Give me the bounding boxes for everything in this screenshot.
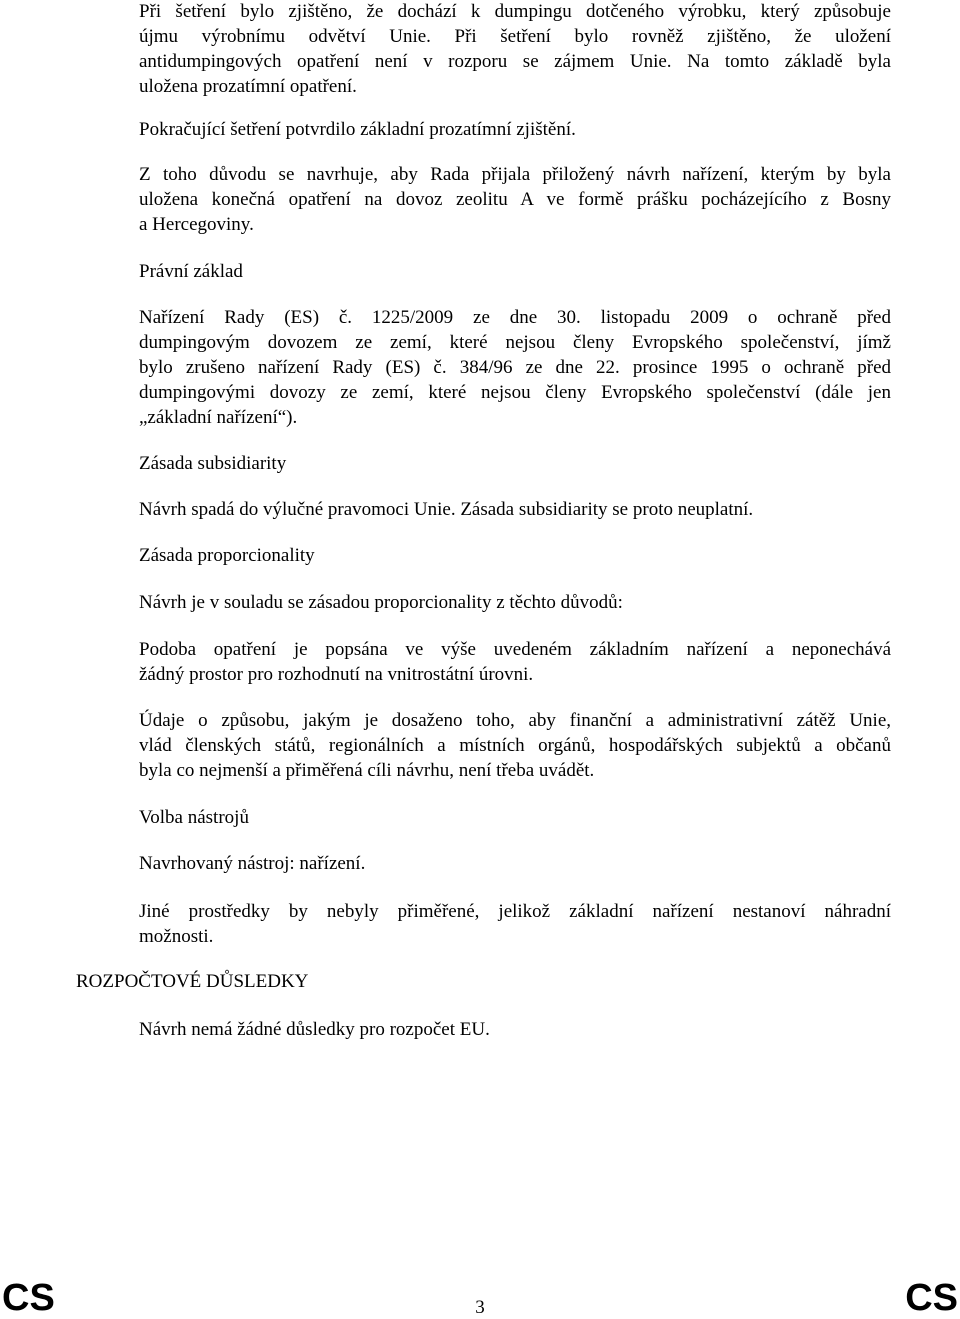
text-line: bylo zrušeno nařízení Rady (ES) č. 384/96 ze dne 22. prosince 1995 o ochraně před bbox=[139, 357, 891, 378]
footer-language-label-right: CS bbox=[905, 1277, 958, 1319]
paragraph-budget bbox=[139, 1017, 891, 1042]
text-line: dumpingovým dovozem ze zemí, které nejsou členy Evropského společenství, jímž bbox=[139, 332, 891, 353]
paragraph-findings bbox=[139, 0, 891, 99]
text-line: vlád členských států, regionálních a místních orgánů, hospodářských subjektů a občanů bbox=[139, 735, 891, 756]
footer-language-label-left: CS bbox=[2, 1277, 55, 1319]
text-line: „základní nařízení“). bbox=[139, 407, 298, 428]
text-line: antidumpingových opatření není v rozporu se zájmem Unie. Na tomto základě byla bbox=[139, 51, 891, 72]
text-line: Návrh spadá do výlučné pravomoci Unie. Zásada subsidiarity se proto neuplatní. bbox=[139, 499, 754, 520]
text-line: dumpingovými dovozy ze zemí, které nejsou členy Evropského společenství (dále jen bbox=[139, 382, 891, 403]
heading-text: ROZPOČTOVÉ DŮSLEDKY bbox=[76, 971, 309, 992]
heading-proportionality bbox=[139, 543, 891, 568]
paragraph-other-means bbox=[139, 899, 891, 949]
text-line: Z toho důvodu se navrhuje, aby Rada přijala přiložený návrh nařízení, kterým by byla bbox=[139, 164, 891, 185]
text-line: Nařízení Rady (ES) č. 1225/2009 ze dne 30. listopadu 2009 o ochraně před bbox=[139, 307, 891, 328]
text-line: žádný prostor pro rozhodnutí na vnitrostátní úrovni. bbox=[139, 664, 534, 685]
paragraph-burden bbox=[139, 708, 891, 783]
heading-text: Volba nástrojů bbox=[139, 807, 249, 828]
page-number: 3 bbox=[475, 1297, 485, 1318]
paragraph-proposed-instrument bbox=[139, 851, 891, 876]
text-line: Při šetření bylo zjištěno, že dochází k dumpingu dotčeného výrobku, který způsobuje bbox=[139, 1, 891, 22]
heading-text: Právní základ bbox=[139, 261, 243, 282]
paragraph-continued-investigation bbox=[139, 117, 891, 142]
text-line: uložena prozatímní opatření. bbox=[139, 76, 357, 97]
paragraph-subsidiarity bbox=[139, 497, 891, 522]
paragraph-proposal bbox=[139, 162, 891, 237]
heading-choice-of-instruments bbox=[139, 805, 891, 830]
heading-text: Zásada proporcionality bbox=[139, 545, 315, 566]
text-line: Návrh je v souladu se zásadou proporcionality z těchto důvodů: bbox=[139, 592, 623, 613]
text-line: a Hercegoviny. bbox=[139, 214, 254, 235]
paragraph-legal-basis bbox=[139, 305, 891, 430]
paragraph-proportionality bbox=[139, 590, 891, 615]
text-line: Údaje o způsobu, jakým je dosaženo toho, aby finanční a administrativní zátěž Unie, bbox=[139, 710, 891, 731]
text-line: Podoba opatření je popsána ve výše uvedeném základním nařízení a neponechává bbox=[139, 639, 891, 660]
heading-subsidiarity bbox=[139, 451, 891, 476]
heading-budgetary-implications bbox=[76, 969, 308, 994]
heading-legal-basis bbox=[139, 259, 891, 284]
text-line: byla co nejmenší a přiměřená cíli návrhu, není třeba uvádět. bbox=[139, 760, 595, 781]
text-line: Návrh nemá žádné důsledky pro rozpočet EU. bbox=[139, 1019, 490, 1040]
text-line: možnosti. bbox=[139, 926, 214, 947]
text-line: Jiné prostředky by nebyly přiměřené, jelikož základní nařízení nestanoví náhradní bbox=[139, 901, 891, 922]
text-line: Pokračující šetření potvrdilo základní prozatímní zjištění. bbox=[139, 119, 576, 140]
text-line: uložena konečná opatření na dovoz zeolitu A ve formě prášku pocházejícího z Bosny bbox=[139, 189, 891, 210]
text-line: Navrhovaný nástroj: nařízení. bbox=[139, 853, 366, 874]
heading-text: Zásada subsidiarity bbox=[139, 453, 287, 474]
text-line: újmu výrobnímu odvětví Unie. Při šetření bylo rovněž zjištěno, že uložení bbox=[139, 26, 891, 47]
paragraph-measure-form bbox=[139, 637, 891, 687]
